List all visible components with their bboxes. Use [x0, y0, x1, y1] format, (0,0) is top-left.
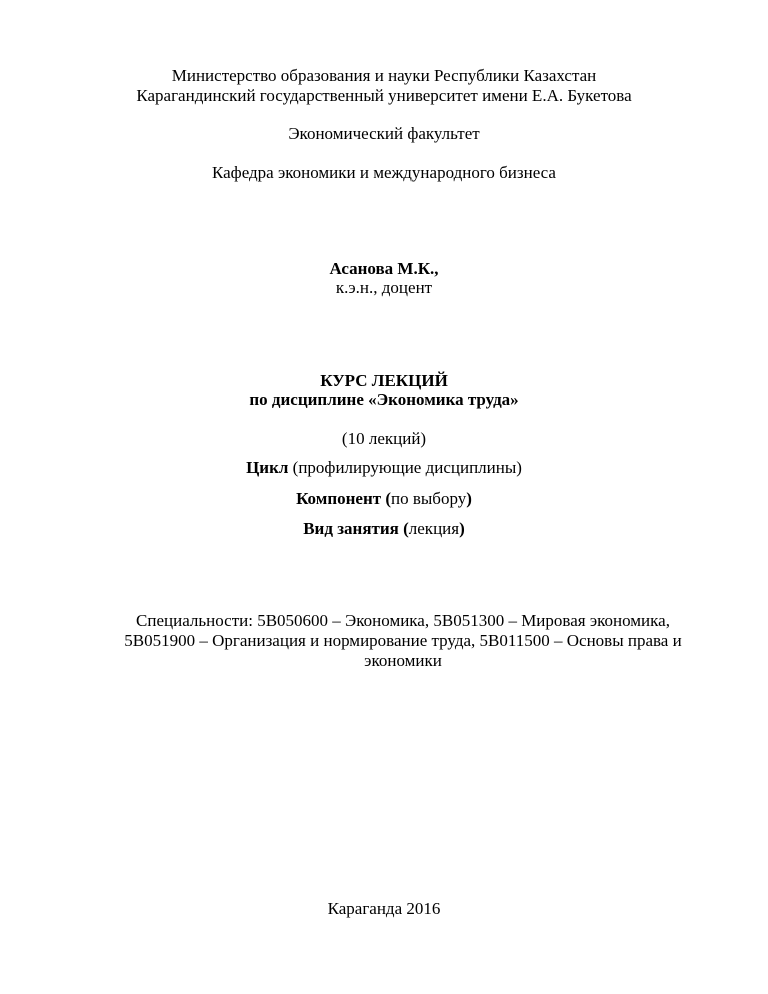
component-close: ): [466, 489, 472, 508]
ministry-line: Министерство образования и науки Республики Казахстан: [171, 66, 597, 85]
type-value: лекция: [408, 519, 460, 538]
university-line: Карагандинский государственный университет имени Е.А. Букетова: [136, 86, 632, 105]
faculty-line: Экономический факультет: [288, 124, 480, 143]
cycle-value: (профилирующие дисциплины): [288, 458, 522, 477]
author-title: к.э.н., доцент: [335, 278, 433, 297]
component-value: по выбору: [391, 489, 467, 508]
cycle-label: Цикл: [246, 458, 289, 477]
city-year: Караганда 2016: [327, 899, 441, 918]
author-name: Асанова М.К.,: [329, 259, 439, 278]
course-discipline: по дисциплине «Экономика труда»: [249, 390, 519, 409]
component-label: Компонент (: [296, 489, 392, 508]
type-close: ): [459, 519, 465, 538]
department-line: Кафедра экономики и международного бизнеса: [212, 163, 556, 182]
lectures-count: (10 лекций): [341, 429, 427, 448]
type-line: [0, 519, 768, 539]
specialties-line-2: 5В051900 – Организация и нормирование труда, 5В011500 – Основы права и: [124, 631, 682, 650]
specialties-line-3: экономики: [364, 651, 442, 670]
specialties-line-1: Специальности: 5В050600 – Экономика, 5В051300 – Мировая экономика,: [136, 611, 670, 630]
course-heading: КУРС ЛЕКЦИЙ: [320, 371, 448, 390]
type-label: Вид занятия (: [303, 519, 409, 538]
cycle-line: [0, 458, 768, 478]
component-line: [0, 489, 768, 509]
specialties-block: [96, 611, 710, 671]
